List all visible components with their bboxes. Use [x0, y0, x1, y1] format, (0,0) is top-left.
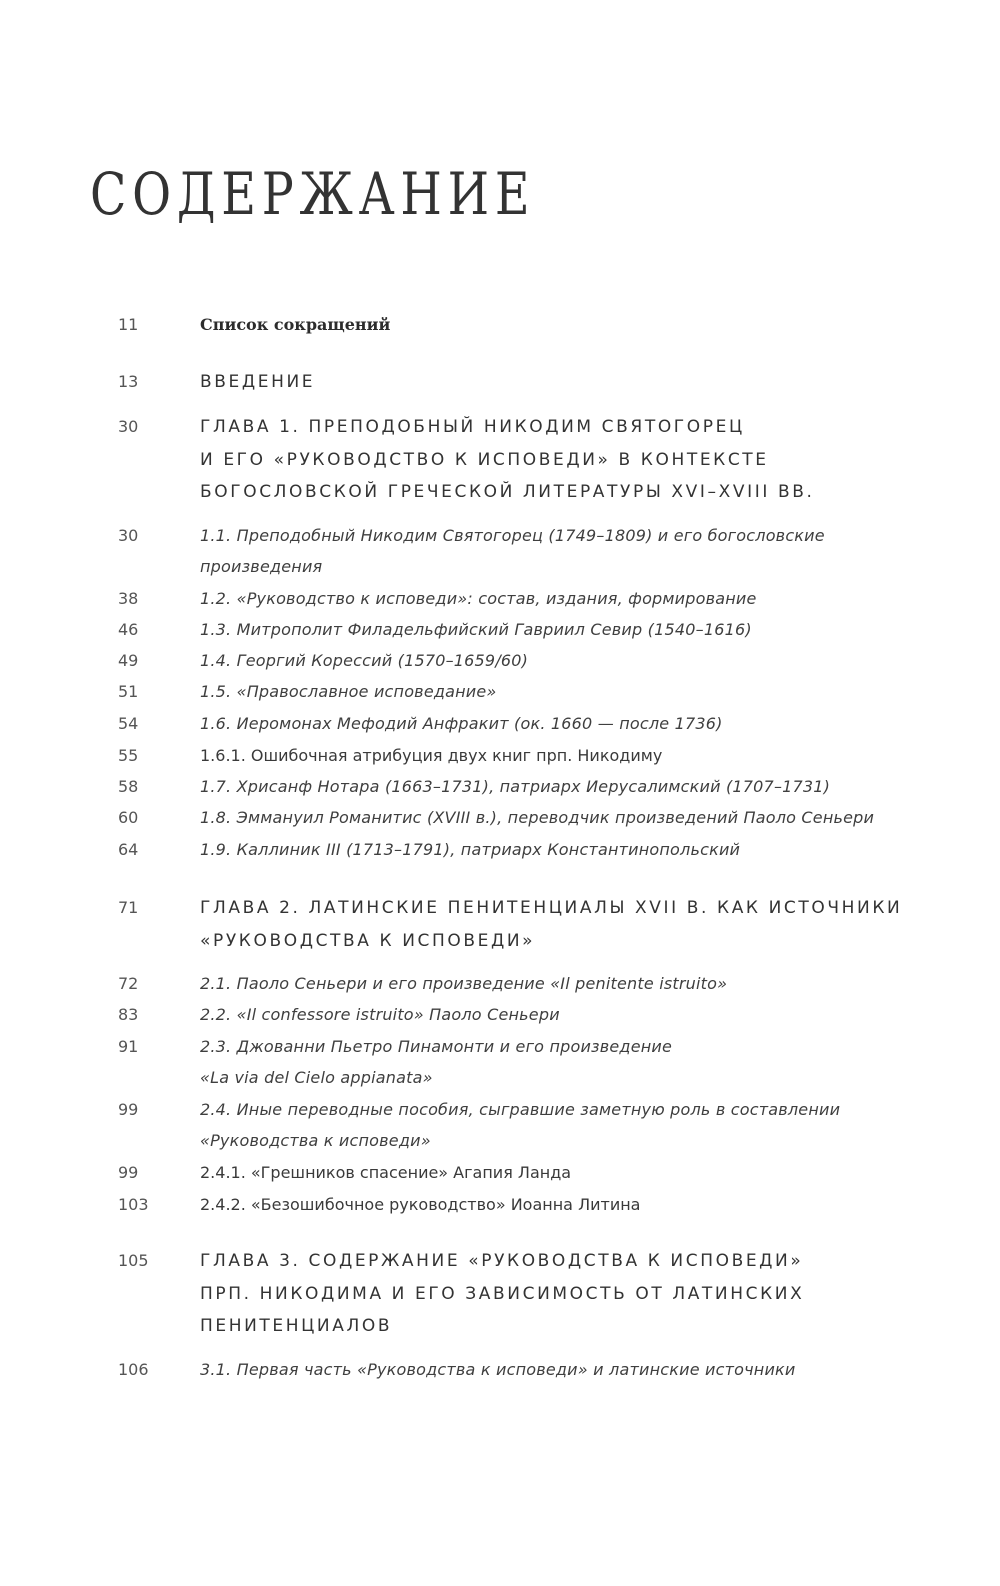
page-number: 13: [118, 372, 139, 391]
entry-title: 1.1. Преподобный Никодим Святогорец (1749–1809) и его богословские произведения: [200, 526, 825, 576]
page-number: 54: [118, 714, 139, 733]
entry-title: 2.4.2. «Безошибочное руководство» Иоанна Литина: [200, 1195, 641, 1214]
entry-title: 2.1. Паоло Сеньери и его произведение «Il penitente istruito»: [200, 974, 728, 993]
page-number: 49: [118, 651, 139, 670]
page-number: 91: [118, 1037, 139, 1056]
entry-title: 2.3. Джованни Пьетро Пинамонти и его произведение «La via del Cielo appianata»: [200, 1037, 673, 1087]
entry-title: 1.6. Иеромонах Мефодий Анфракит (ок. 1660 — после 1736): [200, 714, 723, 733]
page-number: 30: [118, 526, 139, 545]
page-number: 46: [118, 620, 139, 639]
entry-title: ГЛАВА 1. ПРЕПОДОБНЫЙ НИКОДИМ СВЯТОГОРЕЦ И ЕГО «РУКОВОДСТВО К ИСПОВЕДИ» В КОНТЕКСТЕ БОГОСЛОВСКОЙ ГРЕЧЕСКОЙ ЛИТЕРАТУРЫ XVI–XVIII ВВ.: [200, 417, 815, 502]
page-number: 106: [118, 1360, 149, 1379]
page-title: СОДЕРЖАНИЕ: [90, 160, 536, 228]
entry-title: 1.9. Каллиник III (1713–1791), патриарх Константинопольский: [200, 840, 741, 859]
entry-title: 2.4.1. «Грешников спасение» Агапия Ланда: [200, 1163, 572, 1182]
page-number: 51: [118, 682, 139, 701]
page-number: 99: [118, 1163, 139, 1182]
page-number: 60: [118, 808, 139, 827]
page-number: 105: [118, 1251, 149, 1270]
entry-title: 1.3. Митрополит Филадельфийский Гавриил Севир (1540–1616): [200, 620, 752, 639]
page-number: 71: [118, 898, 139, 917]
entry-title: ГЛАВА 2. ЛАТИНСКИЕ ПЕНИТЕНЦИАЛЫ XVII В. КАК ИСТОЧНИКИ «РУКОВОДСТВА К ИСПОВЕДИ»: [200, 898, 903, 951]
page-number: 64: [118, 840, 139, 859]
page-number: 30: [118, 417, 139, 436]
entry-title: 1.6.1. Ошибочная атрибуция двух книг прп. Никодиму: [200, 746, 663, 765]
entry-title: 1.2. «Руководство к исповеди»: состав, издания, формирование: [200, 589, 757, 608]
entry-title: 1.7. Хрисанф Нотара (1663–1731), патриарх Иерусалимский (1707–1731): [200, 777, 831, 796]
page-number: 11: [118, 315, 139, 334]
entry-title: 3.1. Первая часть «Руководства к исповеди» и латинские источники: [200, 1360, 796, 1379]
page-number: 55: [118, 746, 139, 765]
entry-title: 1.5. «Православное исповедание»: [200, 682, 497, 701]
page-number: 58: [118, 777, 139, 796]
entry-title: ВВЕДЕНИЕ: [200, 372, 316, 392]
page-number: 99: [118, 1100, 139, 1119]
entry-title: Список сокращений: [200, 315, 391, 334]
entry-title: ГЛАВА 3. СОДЕРЖАНИЕ «РУКОВОДСТВА К ИСПОВЕДИ» ПРП. НИКОДИМА И ЕГО ЗАВИСИМОСТЬ ОТ ЛАТИНСКИХ ПЕНИТЕНЦИАЛОВ: [200, 1251, 805, 1336]
entry-title: 2.4. Иные переводные пособия, сыгравшие заметную роль в составлении «Руководства к исповеди»: [200, 1100, 841, 1150]
page-number: 38: [118, 589, 139, 608]
page-number: 103: [118, 1195, 149, 1214]
page-number: 72: [118, 974, 139, 993]
entry-title: 1.4. Георгий Корессий (1570–1659/60): [200, 651, 529, 670]
entry-title: 1.8. Эммануил Романитис (XVIII в.), переводчик произведений Паоло Сеньери: [200, 808, 875, 827]
page-number: 83: [118, 1005, 139, 1024]
entry-title: 2.2. «Il confessore istruito» Паоло Сеньери: [200, 1005, 560, 1024]
